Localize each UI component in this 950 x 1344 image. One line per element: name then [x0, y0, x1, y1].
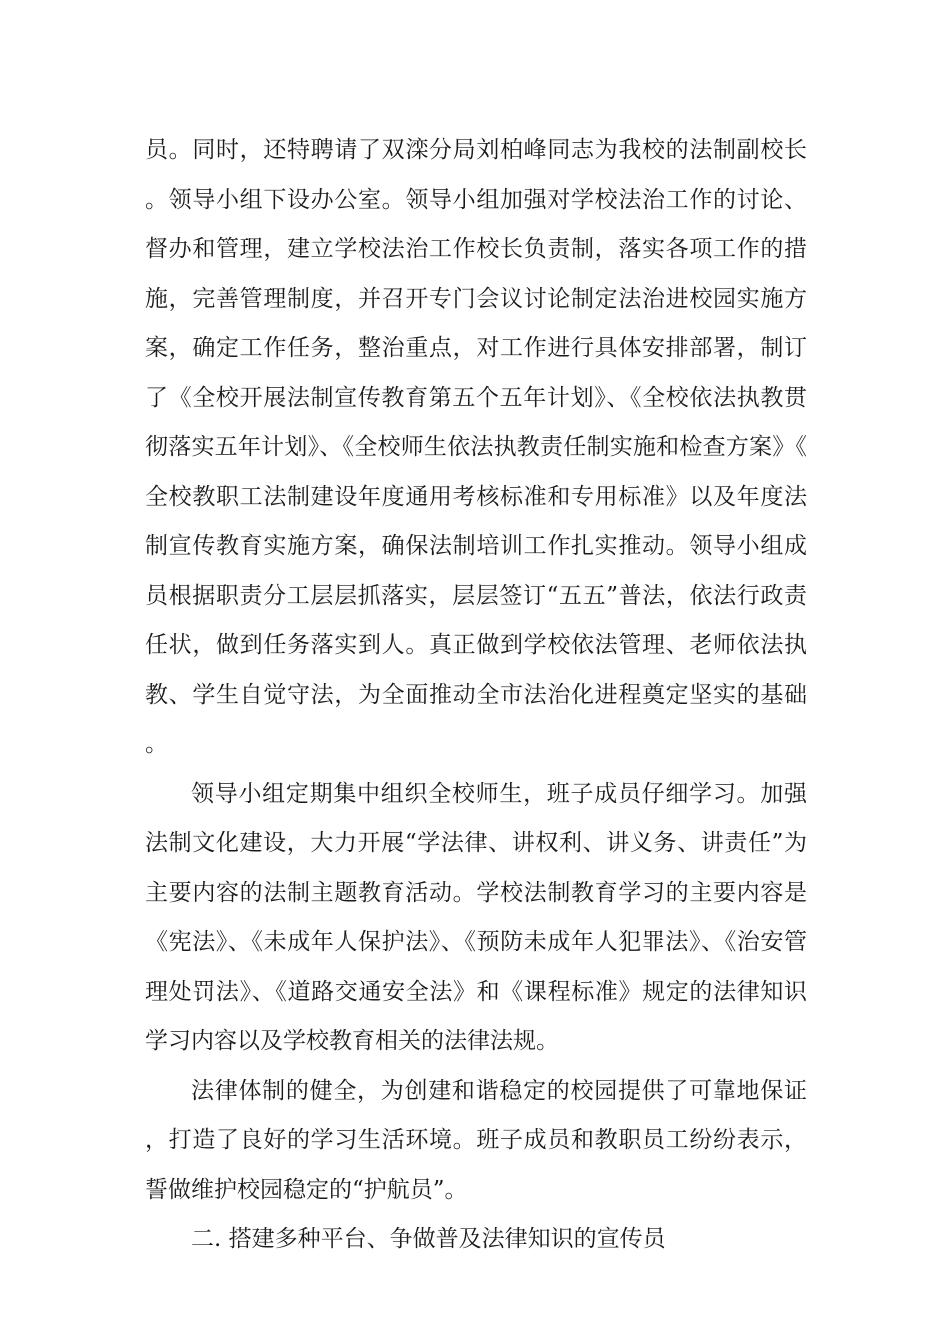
section-heading: 二. 搭建多种平台、争做普及法律知识的宣传员 [191, 1226, 666, 1252]
paragraph-1: 员。同时，还特聘请了双滦分局刘柏峰同志为我校的法制副校长。领导小组下设办公室。领导小组加强对学校法治工作的讨论、督办和管理，建立学校法治工作校长负责制，落实各项工作的措施，完善管理制度，并召开专门会议讨论制定法治进校园实施方案，确定工作任务，整治重点，对工作进行具体安排部署，制订了《全校开展法制宣传教育第五个五年计划》、《全校依法执教贯彻落实五年计划》、《全校师生依法执教责任制实施和检查方案》《全校教职工法制建设年度通用考核标准和专用标准》以及年度法制宣传教育实施方案，确保法制培训工作扎实推动。领导小组成员根据职责分工层层抓落实，层层签订“五五”普法，依法行政责任状，做到任务落实到人。真正做到学校依法管理、老师依法执教、学生自觉守法，为全面推动全市法治化进程奠定坚实的基础。 [145, 137, 807, 757]
document-body [145, 126, 807, 1265]
paragraph-2: 领导小组定期集中组织全校师生，班子成员仔细学习。加强法制文化建设，大力开展“学法律、讲权利、讲义务、讲责任”为主要内容的法制主题教育活动。学校法制教育学习的主要内容是《宪法》、《未成年人保护法》、《预防未成年人犯罪法》、《治安管理处罚法》、《道路交通安全法》和《课程标准》规定的法律知识学习内容以及学校教育相关的法律法规。 [145, 780, 807, 1054]
paragraph-3: 法律体制的健全，为创建和谐稳定的校园提供了可靠地保证，打造了良好的学习生活环境。班子成员和教职员工纷纷表示，誓做维护校园稳定的“护航员”。 [145, 1077, 807, 1203]
